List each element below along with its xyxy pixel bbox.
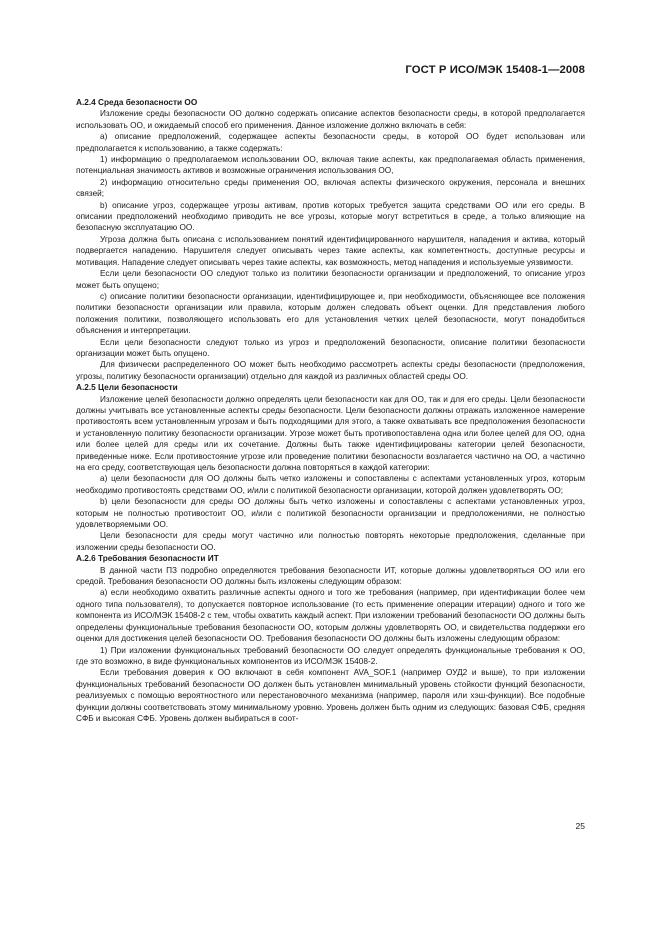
paragraph: Изложение целей безопасности должно определять цели безопасности как для ОО, так и для его среды. Цели безопасности должны учитывать все установленные аспекты среды безопасности. Цели безопасности должны отражать изложенное намерение противостоять всем установленным угрозам и быть подходящими для этого, а также охватывать все предположения безопасности и установленную политику безопасности организации. Угрозе может быть противопоставлена одна или более целей для ОО, одна или более целей для среды или их сочетание. Должны быть также идентифицированы категории целей безопасности, приведенные ниже. Если противостояние угрозе или проведение политики безопасности возлагается частично на ОО, а частично на его среду, соответствующая цель безопасности должна повторяться в каждой категории: <box>76 394 585 472</box>
paragraph: 1) При изложении функциональных требований безопасности ОО следует определять функциональные требования к ОО, где это возможно, в виде функциональных компонентов из ИСО/МЭК 15408-2. <box>76 645 585 666</box>
paragraph: 2) информацию относительно среды применения ОО, включая аспекты физического окружения, персонала и внешних связей; <box>76 177 585 199</box>
section-heading: А.2.6 Требования безопасности ИТ <box>76 554 219 564</box>
document-body <box>76 97 585 724</box>
paragraph: Изложение среды безопасности ОО должно содержать описание аспектов безопасности среды, в которой предполагается использовать ОО, и ожидаемый способ его применения. Данное изложение должно включать в себя: <box>76 109 585 130</box>
paragraph: Если цели безопасности следуют только из угроз и предположений безопасности, описание политики безопасности организации может быть опущено. <box>76 337 585 358</box>
paragraph: b) цели безопасности для среды ОО должны быть четко изложены и сопоставлены с аспектами установленных угроз, которым не полностью противостоит ОО, и/или с политикой безопасности организации и предположениями, не полностью удовлетворяемыми ОО. <box>76 497 585 530</box>
paragraph: Для физически распределенного ОО может быть необходимо рассмотреть аспекты среды безопасности (предположения, угрозы, политику безопасности организации) отдельно для каждой из различных областей среды ОО. <box>76 360 585 381</box>
paragraph: Угроза должна быть описана с использованием понятий идентифицированного нарушителя, нападения и актива, который подвергается нападению. Нарушителя следует описывать через такие аспекты, как компетентность, доступные ресурсы и мотивация. Нападение следует описывать через такие аспекты, как возможность, метод нападения и используемые уязвимости. <box>76 234 585 267</box>
paragraph: с) описание политики безопасности организации, идентифицирующее и, при необходимости, объясняющее все положения политики безопасности организации или правила, которым должен следовать объект оценки. Для представления любого положения политики, позволяющего использовать его для установления четких целей безопасности, могут понадобиться объяснения и интерпретации. <box>76 291 585 336</box>
section-heading: А.2.5 Цели безопасности <box>76 383 178 393</box>
paragraph: 1) информацию о предполагаемом использовании ОО, включая такие аспекты, как предполагаемая область применения, потенциальная значимость активов и возможные ограничения использования ОО, <box>76 155 585 176</box>
paragraph: Если цели безопасности ОО следуют только из политики безопасности организации и предположений, то описание угроз может быть опущено; <box>76 269 585 290</box>
paragraph: а) если необходимо охватить различные аспекты одного и того же требования (например, при идентификации более чем одного типа пользователя), то допускается повторное использование (то есть применение операции итерации) одного и того же компонента из ИСО/МЭК 15408-2 с тем, чтобы охватить каждый аспект. При изложении требований безопасности ОО должны быть определены функциональные требования безопасности ОО, которым должны удовлетворять ОО, и свидетельства поддержки его оценки для достижения целей безопасности ОО. Требования безопасности ОО должны быть изложены следующим образом: <box>76 588 585 644</box>
paragraph: Если требования доверия к ОО включают в себя компонент AVA_SOF.1 (например ОУД2 и выше), то при изложении функциональных требований безопасности ОО должен быть установлен минимальный уровень стойкости функций безопасности, реализуемых с помощью вероятностного или перестановочного механизма (например, пароля или хэш-функции). Все подобные функции должны соответствовать этому минимальному уровню. Уровень должен быть одним из следующих: базовая СФБ, средняя СФБ и высокая СФБ. Уровень должен выбираться в соот- <box>76 668 585 723</box>
paragraph: Цели безопасности для среды могут частично или полностью повторять некоторые предположения, сделанные при изложении среды безопасности ОО. <box>76 531 585 552</box>
paragraph: В данной части ПЗ подробно определяются требования безопасности ИТ, которые должны удовлетворяться ОО или его средой. Требования безопасности ОО должны быть изложены следующим образом: <box>76 565 585 587</box>
paragraph: а) цели безопасности для ОО должны быть четко изложены и сопоставлены с аспектами установленных угроз, которым необходимо противостоять средствами ОО, и/или с политикой безопасности организации, которой должен удовлетворять ОО; <box>76 474 585 495</box>
paragraph: b) описание угроз, содержащее угрозы активам, против которых требуется защита средствами ОО или его среды. В описании предположений необходимо приводить не все угрозы, которые могут встретиться в среде, а только влияющие на безопасную эксплуатацию ОО. <box>76 200 585 233</box>
paragraph: а) описание предположений, содержащее аспекты безопасности среды, в которой ОО будет использован или предполагается к использованию, а также содержать: <box>76 132 585 153</box>
document-code-header: ГОСТ Р ИСО/МЭК 15408-1—2008 <box>405 64 585 76</box>
page-number: 25 <box>575 821 585 831</box>
section-heading: А.2.4 Среда безопасности ОО <box>76 98 198 107</box>
